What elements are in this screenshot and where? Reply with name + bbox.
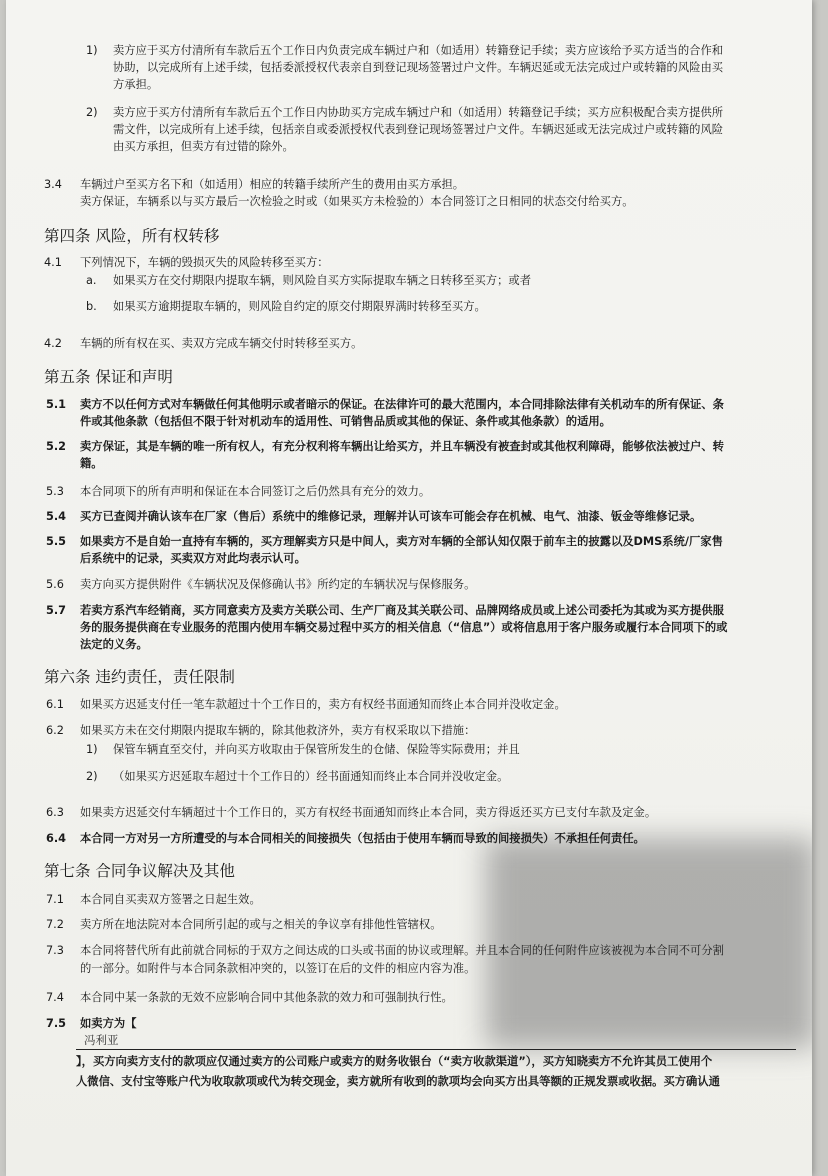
clause-text-line: 如果卖方不是自始一直持有车辆的，买方理解卖方只是中间人，卖方对车辆的全部认知仅限于前车主的披露以及DMS系统/厂家售: [80, 535, 723, 548]
clause-text-line: 人微信、支付宝等账户代为收取款项或代为转交现金，卖方就所有收到的款项均会向买方出具等额的正规发票或收据。买方确认通: [76, 1075, 720, 1088]
filled-name: 冯利亚: [84, 1033, 119, 1047]
clause-text-line: 保管车辆直至交付，并向买方收取由于保管所发生的仓储、保险等实际费用；并且: [113, 743, 520, 756]
clause-text-line: 若卖方系汽车经销商，买方同意卖方及卖方关联公司、生产厂商及其关联公司、品牌网络成员或上述公司委托为其或为买方提供服: [80, 604, 724, 617]
clause-number: 4.1: [44, 256, 62, 269]
clause-number: a.: [86, 274, 97, 287]
clause-text-line: 卖方不以任何方式对车辆做任何其他明示或者暗示的保证。在法律许可的最大范围内，本合同排除法律有关机动车的所有保证、条: [80, 398, 724, 411]
clause-text-line: 车辆过户至买方名下和（如适用）相应的转籍手续所产生的费用由买方承担。: [80, 178, 465, 191]
document-page: [6, 0, 812, 1176]
clause-number: 5.3: [46, 485, 64, 498]
fill-in-underline: [76, 1049, 796, 1050]
clause-text-line: 方承担。: [113, 78, 159, 91]
clause-text-line: 】，买方向卖方支付的款项应仅通过卖方的公司账户或卖方的财务收银台（“卖方收款渠道”），买方知晓卖方不允许其员工使用个: [76, 1055, 713, 1068]
clause-text-line: （如果买方迟延取车超过十个工作日的）经书面通知而终止本合同并没收定金。: [113, 770, 509, 783]
clause-text-line: 卖方所在地法院对本合同所引起的或与之相关的争议享有排他性管辖权。: [80, 918, 442, 931]
clause-number: 1): [86, 44, 98, 57]
clause-number: 6.2: [46, 724, 64, 737]
clause-number: 4.2: [44, 337, 62, 350]
clause-number: 7.5: [46, 1017, 67, 1030]
clause-text-line: 如果买方逾期提取车辆的，则风险自约定的原交付期限界满时转移至买方。: [113, 300, 486, 313]
clause-text-line: 本合同中某一条款的无效不应影响合同中其他条款的效力和可强制执行性。: [80, 991, 453, 1004]
clause-number: 6.1: [46, 698, 64, 711]
clause-number: 6.3: [46, 806, 64, 819]
clause-text-line: 如果买方在交付期限内提取车辆，则风险自买方实际提取车辆之日转移至买方；或者: [113, 274, 531, 287]
section-heading: 第六条 违约责任，责任限制: [44, 668, 235, 686]
clause-text-line: 后系统中的记录，买卖双方对此均表示认可。: [80, 552, 306, 565]
clause-number: 5.5: [46, 535, 67, 548]
clause-text-line: 如果买方未在交付期限内提取车辆的，除其他救济外，卖方有权采取以下措施：: [80, 724, 476, 737]
clause-text-line: 车辆的所有权在买、卖双方完成车辆交付时转移至买方。: [80, 337, 363, 350]
clause-text-line: 卖方保证，车辆系以与买方最后一次检验之时或（如果买方未检验的）本合同签订之日相同的状态交付给买方。: [80, 195, 634, 208]
clause-text-line: 由买方承担，但卖方有过错的除外。: [113, 140, 294, 153]
clause-text-line: 务的服务提供商在专业服务的范围内使用车辆交易过程中买方的相关信息（“信息”）或将信息用于客户服务或履行本合同项下的或: [80, 621, 728, 634]
section-heading: 第四条 风险，所有权转移: [44, 227, 220, 245]
clause-text-line: 法定的义务。: [80, 638, 148, 651]
photo-shadow: [486, 838, 812, 1048]
section-heading: 第七条 合同争议解决及其他: [44, 862, 235, 880]
clause-number: b.: [86, 300, 97, 313]
clause-text-line: 如果卖方迟延交付车辆超过十个工作日的，买方有权经书面通知而终止本合同，卖方得返还买方已支付车款及定金。: [80, 806, 657, 819]
clause-text-line: 下列情况下，车辆的毁损灭失的风险转移至买方：: [80, 256, 329, 269]
clause-text-line: 卖方应于买方付清所有车款后五个工作日内协助买方完成车辆过户和（如适用）转籍登记手续；买方应积极配合卖方提供所: [113, 106, 724, 119]
clause-number: 5.1: [46, 398, 67, 411]
section-heading: 第五条 保证和声明: [44, 368, 173, 386]
clause-text-line: 件或其他条款（包括但不限于针对机动车的适用性、可销售品质或其他的保证、条件或其他条款）的适用。: [80, 415, 611, 428]
clause-number: 2): [86, 106, 98, 119]
clause-number: 5.7: [46, 604, 67, 617]
clause-number: 7.2: [46, 918, 64, 931]
clause-text-line: 如卖方为【: [80, 1017, 137, 1030]
clause-text-line: 如果买方迟延支付任一笔车款超过十个工作日的，卖方有权经书面通知而终止本合同并没收定金。: [80, 698, 566, 711]
clause-number: 7.1: [46, 893, 64, 906]
clause-text-line: 卖方保证，其是车辆的唯一所有权人，有充分权利将车辆出让给买方，并且车辆没有被查封或其他权利障碍，能够依法被过户、转: [80, 440, 724, 453]
clause-number: 6.4: [46, 832, 67, 845]
clause-number: 7.3: [46, 944, 64, 957]
clause-text-line: 协助，以完成所有上述手续，包括委派授权代表亲自到登记现场签署过户文件。车辆迟延或无法完成过户或转籍的风险由买: [113, 61, 724, 74]
clause-text-line: 卖方向买方提供附件《车辆状况及保修确认书》所约定的车辆状况与保修服务。: [80, 578, 476, 591]
clause-text-line: 买方已查阅并确认该车在厂家（售后）系统中的维修记录，理解并认可该车可能会存在机械、电气、油漆、钣金等维修记录。: [80, 510, 702, 523]
clause-number: 3.4: [44, 178, 62, 191]
clause-text-line: 的一部分。如附件与本合同条款相冲突的，以签订在后的文件的相应内容为准。: [80, 962, 476, 975]
clause-number: 2): [86, 770, 98, 783]
clause-text-line: 卖方应于买方付清所有车款后五个工作日内负责完成车辆过户和（如适用）转籍登记手续；卖方应该给予买方适当的合作和: [113, 44, 724, 57]
clause-text-line: 籍。: [80, 457, 103, 470]
clause-text-line: 本合同将替代所有此前就合同标的于双方之间达成的口头或书面的协议或理解。并且本合同的任何附件应该被视为本合同不可分割: [80, 944, 724, 957]
clause-number: 5.2: [46, 440, 67, 453]
clause-text-line: 本合同项下的所有声明和保证在本合同签订之后仍然具有充分的效力。: [80, 485, 431, 498]
clause-number: 5.4: [46, 510, 67, 523]
clause-text-line: 本合同自买卖双方签署之日起生效。: [80, 893, 261, 906]
clause-number: 5.6: [46, 578, 64, 591]
clause-number: 7.4: [46, 991, 64, 1004]
clause-text-line: 本合同一方对另一方所遭受的与本合同相关的间接损失（包括由于使用车辆而导致的间接损失）不承担任何责任。: [80, 832, 645, 845]
clause-number: 1): [86, 743, 98, 756]
clause-text-line: 需文件，以完成所有上述手续，包括亲自或委派授权代表到登记现场签署过户文件。车辆迟延或无法完成过户或转籍的风险: [113, 123, 724, 136]
